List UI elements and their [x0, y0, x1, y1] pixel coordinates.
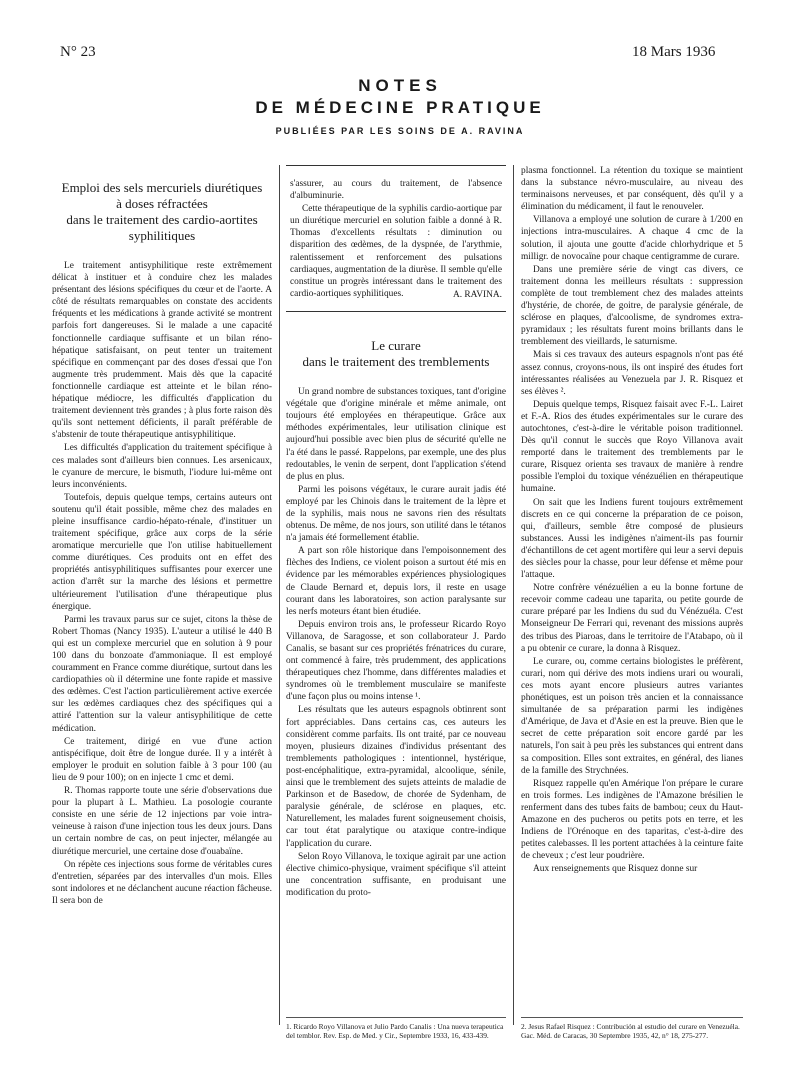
column-1	[52, 180, 272, 908]
paragraph: Parmi les poisons végétaux, le curare aurait jadis été employé par les Chinois dans le traitement de la lèpre et de la syphilis, mais nous ne savons rien des résultats obtenus. De même, de nos jours, son utilité dans le tétanos n'a jamais été formellement établie.	[286, 484, 506, 544]
paragraph: Risquez rappelle qu'en Amérique l'on prépare le curare en trois formes. Les indigènes de l'Amazone brésilien le renferment dans des tubes faits de bambou; ceux du Haut-Amazone en des pucheros ou petits pots en terre, et les Indiens de l'Orénoque en des taparitas, c'est-à-dire des petites calebasses. Il les portent attachées à la ceinture faite de cheveux ; c'est leur poudrière.	[521, 778, 743, 862]
paragraph: Selon Royo Villanova, le toxique agirait par une action élective chimico-physique, vraiment spécifique s'il atteint une concentration suffisante, en produisant une modification du proto-	[286, 851, 506, 898]
column-3	[521, 165, 743, 876]
footnote: 2. Jesus Rafael Risquez : Contribución al estudio del curare en Venezuéla. Gac. Méd. de Caracas, 30 Septembre 1935, 42, n° 18, 275-277.	[521, 1017, 743, 1041]
paragraph: Un grand nombre de substances toxiques, tant d'origine végétale que d'origine minérale et même animale, ont toujours été employées en thérapeutique. Grâce aux méthodes expérimentales, leur utilisation clinique est aujourd'hui possible avec bien plus de sécurité qu'elle ne l'a été dans le passé. Rappelons, par exemple, une des plus redoutables, le venin de serpent, dont l'application s'étend de plus en plus.	[286, 387, 506, 482]
article-title-line: Le curare	[371, 338, 421, 354]
issue-number: N° 23	[60, 44, 96, 60]
masthead-title: NOTES	[358, 76, 442, 95]
paragraph: Villanova a employé une solution de curare à 1/200 en injections intra-musculaires. A chaque 4 cmc de la solution, il ajouta une goutte d'acide chlorhydrique et 5 milligr. de novocaïne pour chaque centigramme de curare.	[521, 215, 743, 262]
paragraph: Depuis quelque temps, Risquez faisait avec F.-L. Lairet et F.-A. Rios des études expérimentales sur le curare des autochtones, c'est-à-dire le véritable poison traditionnel. Dès qu'il connut le succès que Royo Villanova avait remporté dans le traitement des tremblements par le curare, Risquez orienta ses travaux de manière à rendre possible l'emploi du toxique vénézuélien en thérapeutique humaine.	[521, 399, 743, 495]
column-rule	[279, 165, 280, 1025]
article-title	[52, 180, 272, 244]
article-continuation	[286, 165, 506, 312]
paragraph: On répète ces injections sous forme de véritables cures d'entretien, séparées par des intervalles d'un mois. Elles sont indolores et ne déclanchent aucune réaction fâcheuse. Il sera bon de	[52, 859, 272, 906]
footnote: 1. Ricardo Royo Villanova et Julio Pardo Canalis : Una nueva terapeutica del temblor. Rev. Esp. de Med. y Cir., Septembre 1933, 16, 433-439.	[286, 1017, 506, 1041]
column-2	[286, 165, 506, 900]
paragraph: plasma fonctionnel. La rétention du toxique se maintient dans la substance névro-musculaire, au niveau des terminaisons nerveuses, et par conséquent, dès qu'il y a élimination du médicament, il faut le renouveler.	[521, 166, 743, 213]
masthead-subtitle: DE MÉDECINE PRATIQUE	[255, 98, 545, 117]
paragraph: Mais si ces travaux des auteurs espagnols n'ont pas été assez connus, croyons-nous, ils ont inspiré des études fort intéressantes réalisées au Venezuela par J. R. Risquez et ses élèves ².	[521, 350, 743, 397]
paragraph: On sait que les Indiens furent toujours extrêmement discrets en ce qui concerne la préparation de ce poison, qui, d'ailleurs, semble être composé de plusieurs substances. Aussi les indigènes n'aiment-ils pas fournir d'échantillons de cet agent mortifère qui leur a servi depuis des siècles pour la chasse, pour leur défense et même pour l'attaque.	[521, 497, 743, 581]
paragraph: Notre confrère vénézuélien a eu la bonne fortune de recevoir comme cadeau une taparita, ou petite gourde de curare préparé par les Indiens du sud du Vénézuéla. C'est Monseigneur De Ferrari qui, revenant des missions auprès des tribus des Piaroas, dans le territoire de l'Atabapo, où il a pu obtenir ce curare, la donna à Risquez.	[521, 583, 743, 654]
paragraph: Parmi les travaux parus sur ce sujet, citons la thèse de Robert Thomas (Nancy 1935). L'auteur a utilisé le 440 B qui est un complexe mercuriel que en solution à 9 pour 100 dans du bonzoate d'ammoniaque. Il est employé couramment en France comme diurétique, surtout dans les cardiopathies où il détermine une fonte rapide et massive des œdèmes. C'est l'action particulièrement active exercée sur les œdèmes cardiaques chez des spécifiques qui a attiré l'attention sur la valeur antisyphilitique de cette médication.	[52, 614, 272, 734]
paragraph: Le curare, ou, comme certains biologistes le préfèrent, curari, nom qui dérive des mots indiens urari ou wourali, ces mots ayant encore plusieurs autres variantes phonétiques, est un poison très ancien et la connaissance simultanée de sa préparation parmi les indigènes d'Amérique, de Java et d'Asie en est la preuve. Bien que le secret de cette préparation soit encore gardé par les naturels, l'on sait à peu près les substances qui entrent dans sa composition. Elles sont extraites, en général, des lianes de la famille des Strychnées.	[521, 656, 743, 776]
article-title	[286, 338, 506, 370]
paragraph: Cette thérapeutique de la syphilis cardio-aortique par un diurétique mercuriel en solution faible a donné à R. Thomas d'excellents résultats : diminution ou disparition des œdèmes, de la dyspnée, de l'arythmie, ralentissement et renforcement des pulsations cardiaques, augmentation de la diurèse. Il semble qu'elle constitue un progrès intéressant dans le traitement des cardio-aortiques syphilitiques.	[290, 204, 502, 299]
paragraph: Toutefois, depuis quelque temps, certains auteurs ont soutenu qu'il était possible, même chez des malades en pleine insuffisance cardio-hépato-rénale, d'instituer un traitement spécifique, grâce aux corps de la série aromatique mercurielle que l'on utilise habituellement comme diurétiques. Ces produits ont en effet des propriétés antisyphilitiques suffisantes pour exercer une action d'arrêt sur la marche des lésions et permettre ultérieurement l'utilisation d'une thérapeutique plus énergique.	[52, 492, 272, 612]
paragraph: A part son rôle historique dans l'empoisonnement des flèches des Indiens, ce violent poison a surtout été mis en évidence par les mémorables expériences physiologiques de Claude Bernard et, depuis lors, il reste en usage courant dans les laboratoires, son action paralysante sur les nerfs moteurs étant bien étudiée.	[286, 546, 506, 617]
article-title-line: dans le traitement des tremblements	[302, 354, 490, 370]
paragraph: R. Thomas rapporte toute une série d'observations due pour la plupart à L. Mathieu. La posologie courante consiste en une série de 12 injections par voie intra-veineuse à raison d'une injection tous les deux jours. Dans un certain nombre de cas, on peut injecter, mélangée au diurétique mercuriel, une certaine dose d'ouabaïne.	[52, 786, 272, 857]
paragraph: Dans une première série de vingt cas divers, ce traitement donna les meilleurs résultats : suppression complète de tout tremblement chez des malades atteints d'hystérie, de chorée, de goitre, de paralysie générale, de sclérose en plaques, d'alcoolisme, de syndromes extra-pyramidaux ; les résultats furent moins brillants dans le tremblement des vieillards, le saturnisme.	[521, 264, 743, 348]
article-title-line: dans le traitement des cardio-aortites	[66, 212, 258, 227]
article-title-line: Emploi des sels mercuriels diurétiques	[61, 180, 263, 195]
masthead-editor: PUBLIÉES PAR LES SOINS DE A. RAVINA	[275, 126, 525, 136]
paragraph: Les résultats que les auteurs espagnols obtinrent sont fort appréciables. Dans certains cas, ces auteurs les considèrent comme parfaits. Ils ont traité, par ce nouveau moyen, plusieurs dizaines d'individus présentant des tremblements pathologiques : intentionnel, hystérique, post-encéphalitique, extra-pyramidal, alcoolique, sénile, ainsi que le tremblement des sujets atteints de maladie de Parkinson et de Basedow, de chorée de Sydenham, de paralysie générale, de sclérose en plaques, etc. Naturellement, les malades furent soigneusement choisis, car tout état paralytique ou ataxique contre-indique l'application du curare.	[286, 705, 506, 849]
article-title-line: syphilitiques	[128, 228, 196, 243]
article-title-line: à doses réfractées	[116, 196, 208, 211]
issue-date: 18 Mars 1936	[632, 44, 716, 60]
paragraph: Ce traitement, dirigé en vue d'une action antispécifique, doit être de longue durée. Il y a intérêt à employer le produit en solution faible à 3 pour 100 (au lieu de 9 pour 100); on en injecte 1 cmc et demi.	[52, 736, 272, 783]
paragraph: Le traitement antisyphilitique reste extrêmement délicat à instituer et à conduire chez les malades présentant des lésions spécifiques du cœur et de l'aorte. A côté de résultats remarquables on constate des accidents fréquents et les médications à grande activité se montrent parfois fort dangereuses. Si le malade a une capacité fonctionnelle cardiaque suffisante et un bilan réno-hépatique satisfaisant, on peut tenter un traitement spécifique en commençant par des doses d'essai que l'on augmente très prudemment. Mais dès que la capacité fonctionnelle cardiaque est atteinte et le bilan réno-hépatique médiocre, les difficultés d'application du traitement deviennent très grandes ; à plus forte raison dès qu'ils sont nettement déficients, il paraît préférable de s'abstenir de toute thérapeutique antisyphilitique.	[52, 261, 272, 441]
column-rule	[513, 165, 514, 1025]
paragraph: Aux renseignements que Risquez donne sur	[533, 864, 698, 875]
signature: A. RAVINA.	[452, 289, 502, 300]
paragraph: s'assurer, au cours du traitement, de l'absence d'albuminurie.	[290, 179, 502, 202]
paragraph: Les difficultés d'application du traitement spécifique à ces malades sont d'ailleurs bien connues. Les arsenicaux, le cyanure de mercure, le bismuth, l'iodure lui-même ont leurs inconvénients.	[52, 443, 272, 490]
paragraph: Depuis environ trois ans, le professeur Ricardo Royo Villanova, de Saragosse, et son collaborateur J. Pardo Canalis, se basant sur ces propriétés frénatrices du curare, ont commencé à faire, très prudemment, des applications thérapeutiques chez l'homme, dans différentes maladies et syndromes où le tremblement musculaire se manifeste d'une façon plus ou moins intense ¹.	[286, 619, 506, 703]
